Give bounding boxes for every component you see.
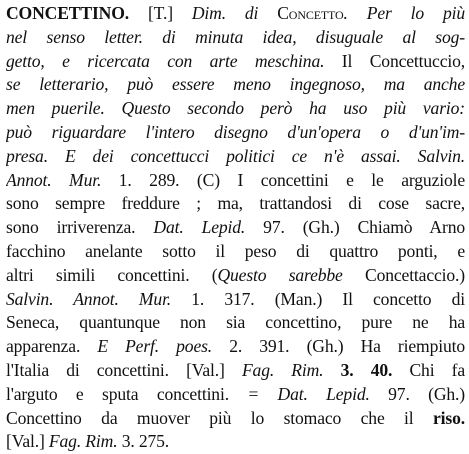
entry-line <box>6 50 465 74</box>
entry-text-run: presa. E dei concettucci politici ce n'è assai. Salvin. <box>6 145 465 166</box>
entry-line <box>6 97 465 121</box>
entry-line <box>6 430 465 454</box>
entry-text-run: facchino anelante sotto il peso di quattro ponti, e <box>6 240 465 261</box>
entry-line <box>6 145 465 169</box>
entry-text-run: se letterario, può essere meno ingegnoso, ma anche <box>6 74 465 95</box>
entry-text-run: . Per lo più <box>343 3 465 23</box>
entry-text-run: men puerile. Questo secondo però ha uso più vario: <box>6 98 465 119</box>
entry-line <box>6 264 465 288</box>
entry-text-run: apparenza. <box>6 336 98 357</box>
entry-text-run: altri simili concettini. ( <box>6 264 218 285</box>
entry-line <box>6 288 465 312</box>
entry-line <box>6 383 465 407</box>
entry-text-run: Seneca, quantunque non sia concettino, pure ne ha <box>6 312 465 333</box>
entry-text-run: Chi fa <box>392 359 465 380</box>
entry-text-run: l'Italia di concettini. [Val.] <box>6 359 242 380</box>
entry-line <box>6 26 465 50</box>
entry-text-run: Annot. Mur. <box>6 169 102 190</box>
entry-text-run: getto, e ricercata con arte meschina. <box>6 50 325 71</box>
entry-line <box>6 407 465 431</box>
entry-line <box>6 73 465 97</box>
entry-text-run: nel senso letter. di minuta idea, disuguale al sog- <box>6 26 465 47</box>
entry-text-run: Il Concettuccio, <box>324 50 465 71</box>
entry-line <box>6 2 465 26</box>
entry-text-run: CONCETTINO. <box>6 3 129 23</box>
entry-text-run: 2. 391. (Gh.) Ha riempiuto <box>212 336 465 357</box>
entry-text-run: sono sempre freddure ; ma, trattandosi di cose sacre, <box>6 193 465 214</box>
entry-text-run: [Val.] <box>6 431 49 452</box>
entry-text-run: Concettaccio.) <box>342 264 465 285</box>
entry-text-run: Dat. Lepid. <box>153 217 246 238</box>
entry-text-run: E Perf. poes. <box>97 336 213 357</box>
entry-text-run: Fag. Rim. <box>48 431 118 452</box>
entry-text-run: 97. (Gh.) <box>369 383 465 404</box>
entry-text-run: riso. <box>433 407 465 428</box>
entry-text-run: = Dat. Lepid. <box>247 383 370 404</box>
entry-line <box>6 359 465 383</box>
entry-line <box>6 216 465 240</box>
entry-text-run: Fag. Rim. <box>241 359 324 380</box>
entry-text-run: l'arguto e sputa concettini. <box>6 383 248 404</box>
entry-line <box>6 240 465 264</box>
entry-text-run: 3. 275. <box>117 431 170 452</box>
dictionary-entry <box>6 2 465 454</box>
entry-line <box>6 335 465 359</box>
entry-text-run: 1. 289. (C) I concettini e le arguziole <box>101 169 465 190</box>
entry-line <box>6 311 465 335</box>
entry-text-run: Salvin. Annot. Mur. <box>6 288 172 309</box>
entry-text-run: Dim. di <box>191 3 278 23</box>
entry-text-run: sono irriverenza. <box>6 217 154 238</box>
entry-text-run: Concettino da muover più lo stomaco che il <box>6 407 433 428</box>
entry-text-run: 1. 317. (Man.) Il concetto di <box>171 288 465 309</box>
entry-line <box>6 121 465 145</box>
entry-text-run: può riguardare l'intero disegno d'un'opera o d'un'im- <box>6 121 465 142</box>
entry-text-run: 3. 40. <box>323 359 393 380</box>
entry-text-run: 97. (Gh.) Chiamò Arno <box>245 217 465 238</box>
entry-text-run: Questo sarebbe <box>217 264 343 285</box>
entry-text-run: Concetto <box>277 3 344 23</box>
entry-line <box>6 192 465 216</box>
entry-line <box>6 169 465 193</box>
entry-text-run: [T.] <box>129 3 192 23</box>
